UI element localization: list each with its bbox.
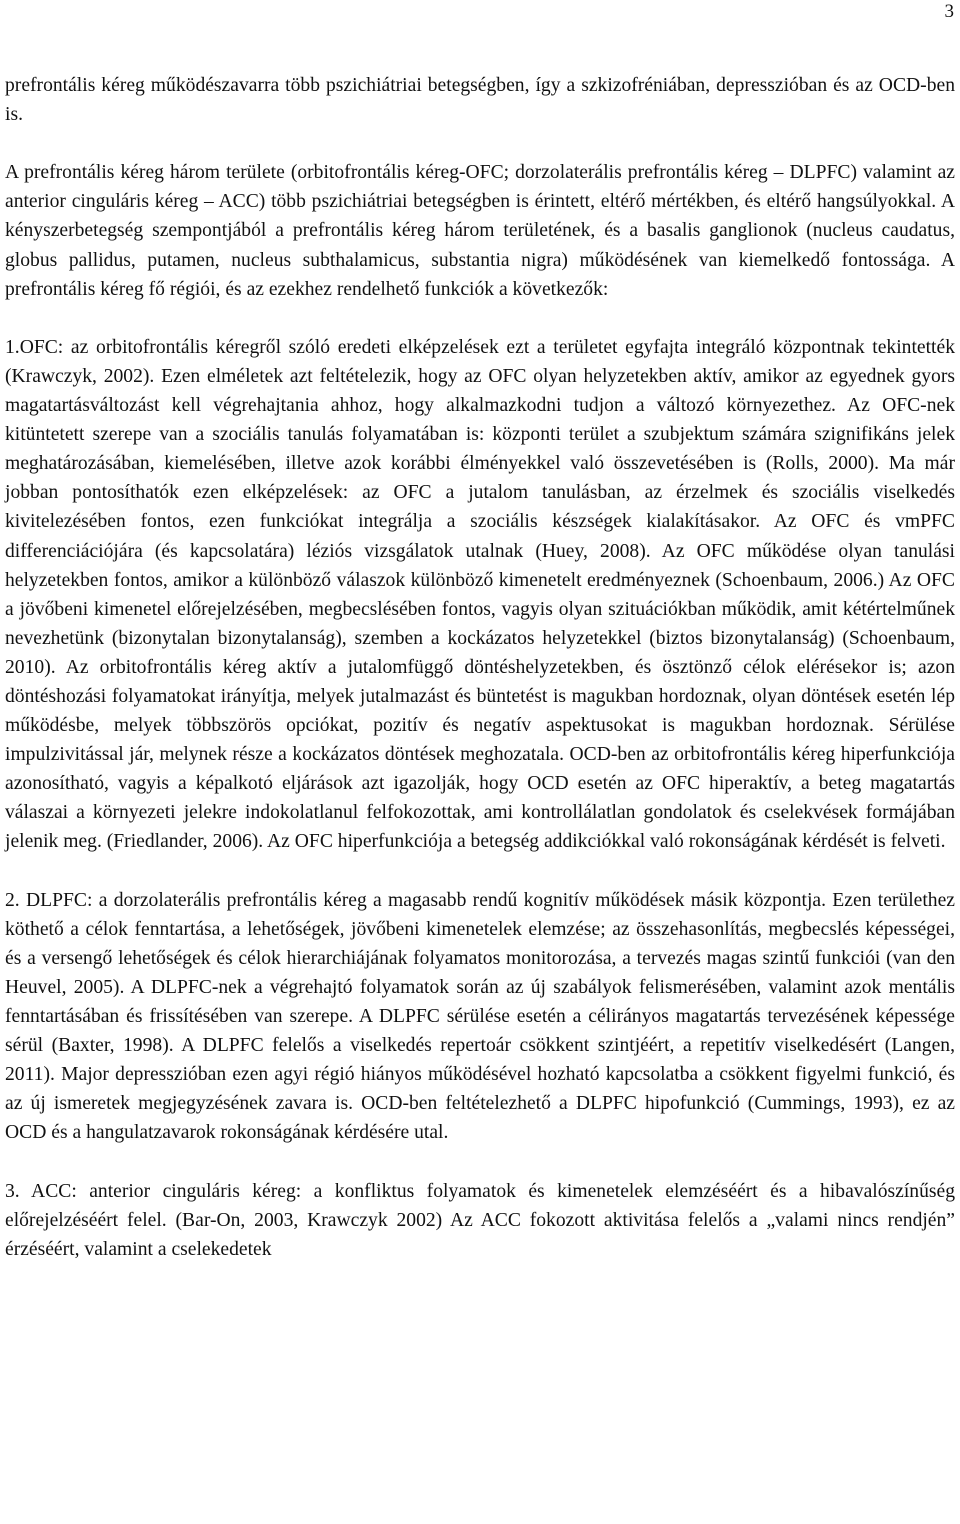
paragraph-spacer xyxy=(5,129,955,158)
page-number: 3 xyxy=(944,1,954,22)
document-body xyxy=(5,71,955,1264)
paragraph-spacer xyxy=(5,1147,955,1176)
paragraph-overview: A prefrontális kéreg három területe (orbitofrontális kéreg-OFC; dorzolaterális prefrontális kéreg – DLPFC) valamint az anterior cinguláris kéreg – ACC) több pszichiátriai betegségben is érintett, eltérő mértékben, és eltérő hangsúlyokkal. A kényszerbetegség szempontjából a prefrontális kéreg három területének, és a basalis ganglionok (nucleus caudatus, globus pallidus, putamen, nucleus subthalamicus, substantia nigra) működésének van kiemelkedő fontossága. A prefrontális kéreg fő régiói, és az ezekhez rendelhető funkciók a következők: xyxy=(5,162,955,300)
paragraph-acc: 3. ACC: anterior cinguláris kéreg: a konfliktus folyamatok és kimenetelek elemzéséért és a hibavalószínűség előrejelzéséért felel. (Bar-On, 2003, Krawczyk 2002) Az ACC fokozott aktivitása felelős a „valami nincs rendjén” érzéséért, valamint a cselekedetek xyxy=(5,1180,955,1260)
paragraph-dlpfc: 2. DLPFC: a dorzolaterális prefrontális kéreg a magasabb rendű kognitív működések másik központja. Ezen területhez köthető a célok fenntartása, a lehetőségek, jövőbeni kimenetelek elemzése; az összehasonlítás, megbecslés képességei, és a versengő lehetőségek és célok hierarchiájának folyamatos monitorozása, a tervezés magas szintű funkciói (van den Heuvel, 2005). A DLPFC-nek a végrehajtó folyamatok során az új szabályok felismerésében, valamint azok mentális fenntartásában és frissítésében van szerepe. A DLPFC sérülése esetén a célirányos magatartás tervezésének képessége sérül (Baxter, 1998). A DLPFC felelős a viselkedés repertoár csökkent szintjéért, a repetitív viselkedésért (Langen, 2011). Major depresszióban ezen agyi régió hiányos működésével hozható kapcsolatba a csökkent figyelmi funkció, és az új ismeretek megjegyzésének zavara is. OCD-ben feltételezhető a DLPFC hipofunkció (Cummings, 1993), ez az OCD és a hangulatzavarok rokonságának kérdésére utal. xyxy=(5,889,955,1144)
paragraph-spacer xyxy=(5,304,955,333)
paragraph-intro-tail: prefrontális kéreg működészavarra több pszichiátriai betegségben, így a szkizofréniában, depresszióban és az OCD-ben is. xyxy=(5,75,955,126)
paragraph-spacer xyxy=(5,857,955,886)
paragraph-ofc: 1.OFC: az orbitofrontális kéregről szóló eredeti elképzelések ezt a területet egyfajta integráló központnak tekintették (Krawczyk, 2002). Ezen elméletek azt feltételezik, hogy az OFC olyan helyzetekben aktív, amikor az egyednek gyors magatartásváltozást kell végrehajtania ahhoz, hogy alkalmazkodni tudjon a változó környezethez. Az OFC-nek kitüntetett szerepe van a szociális tanulás folyamatában is: központi terület a szubjektum számára szignifikáns jelek meghatározásában, kiemelésében, illetve azok korábbi élményekkel való összevetésében is (Rolls, 2000). Ma már jobban pontosíthatók ezen elképzelések: az OFC a jutalom tanulásban, az érzelmek és szociális viselkedés kivitelezésében fontos, ezen funkciókat integrálja a szociális készségek kialakításakor. Az OFC és vmPFC differenciációjára (és kapcsolatára) léziós vizsgálatok utalnak (Huey, 2008). Az OFC működése olyan tanulási helyzetekben fontos, amikor a különböző válaszok különböző kimenetelt eredményeznek (Schoenbaum, 2006.) Az OFC a jövőbeni kimenetel előrejelzésében, megbecslésében fontos, vagyis olyan szituációkban működik, amit kétértelműnek nevezhetünk (bizonytalan bizonytalanság), szemben a kockázatos helyzetekkel (biztos bizonytalanság) (Schoenbaum, 2010). Az orbitofrontális kéreg aktív a jutalomfüggő döntéshelyzetekben, és ösztönző célok elérésekor is; azon döntéshozási folyamatokat irányítja, melyek jutalmazást és büntetést is magukban hordoznak, olyan döntések esetén lép működésbe, melyek többszörös opciókat, pozitív és negatív aspektusokat is magukban hordoznak. Sérülése impulzivitással jár, melynek része a kockázatos döntések meghozatala. OCD-ben az orbitofrontális kéreg hiperfunkciója azonosítható, vagyis a képalkotó eljárások azt igazolják, hogy OCD esetén az OFC hiperaktív, a beteg magatartás válaszai a környezeti jelekre indokolatlanul felfokozottak, ami kontrollálatlan gondolatok és cselekvések formájában jelenik meg. (Friedlander, 2006). Az OFC hiperfunkciója a betegség addikciókkal való rokonságának kérdését is felveti. xyxy=(5,336,955,853)
